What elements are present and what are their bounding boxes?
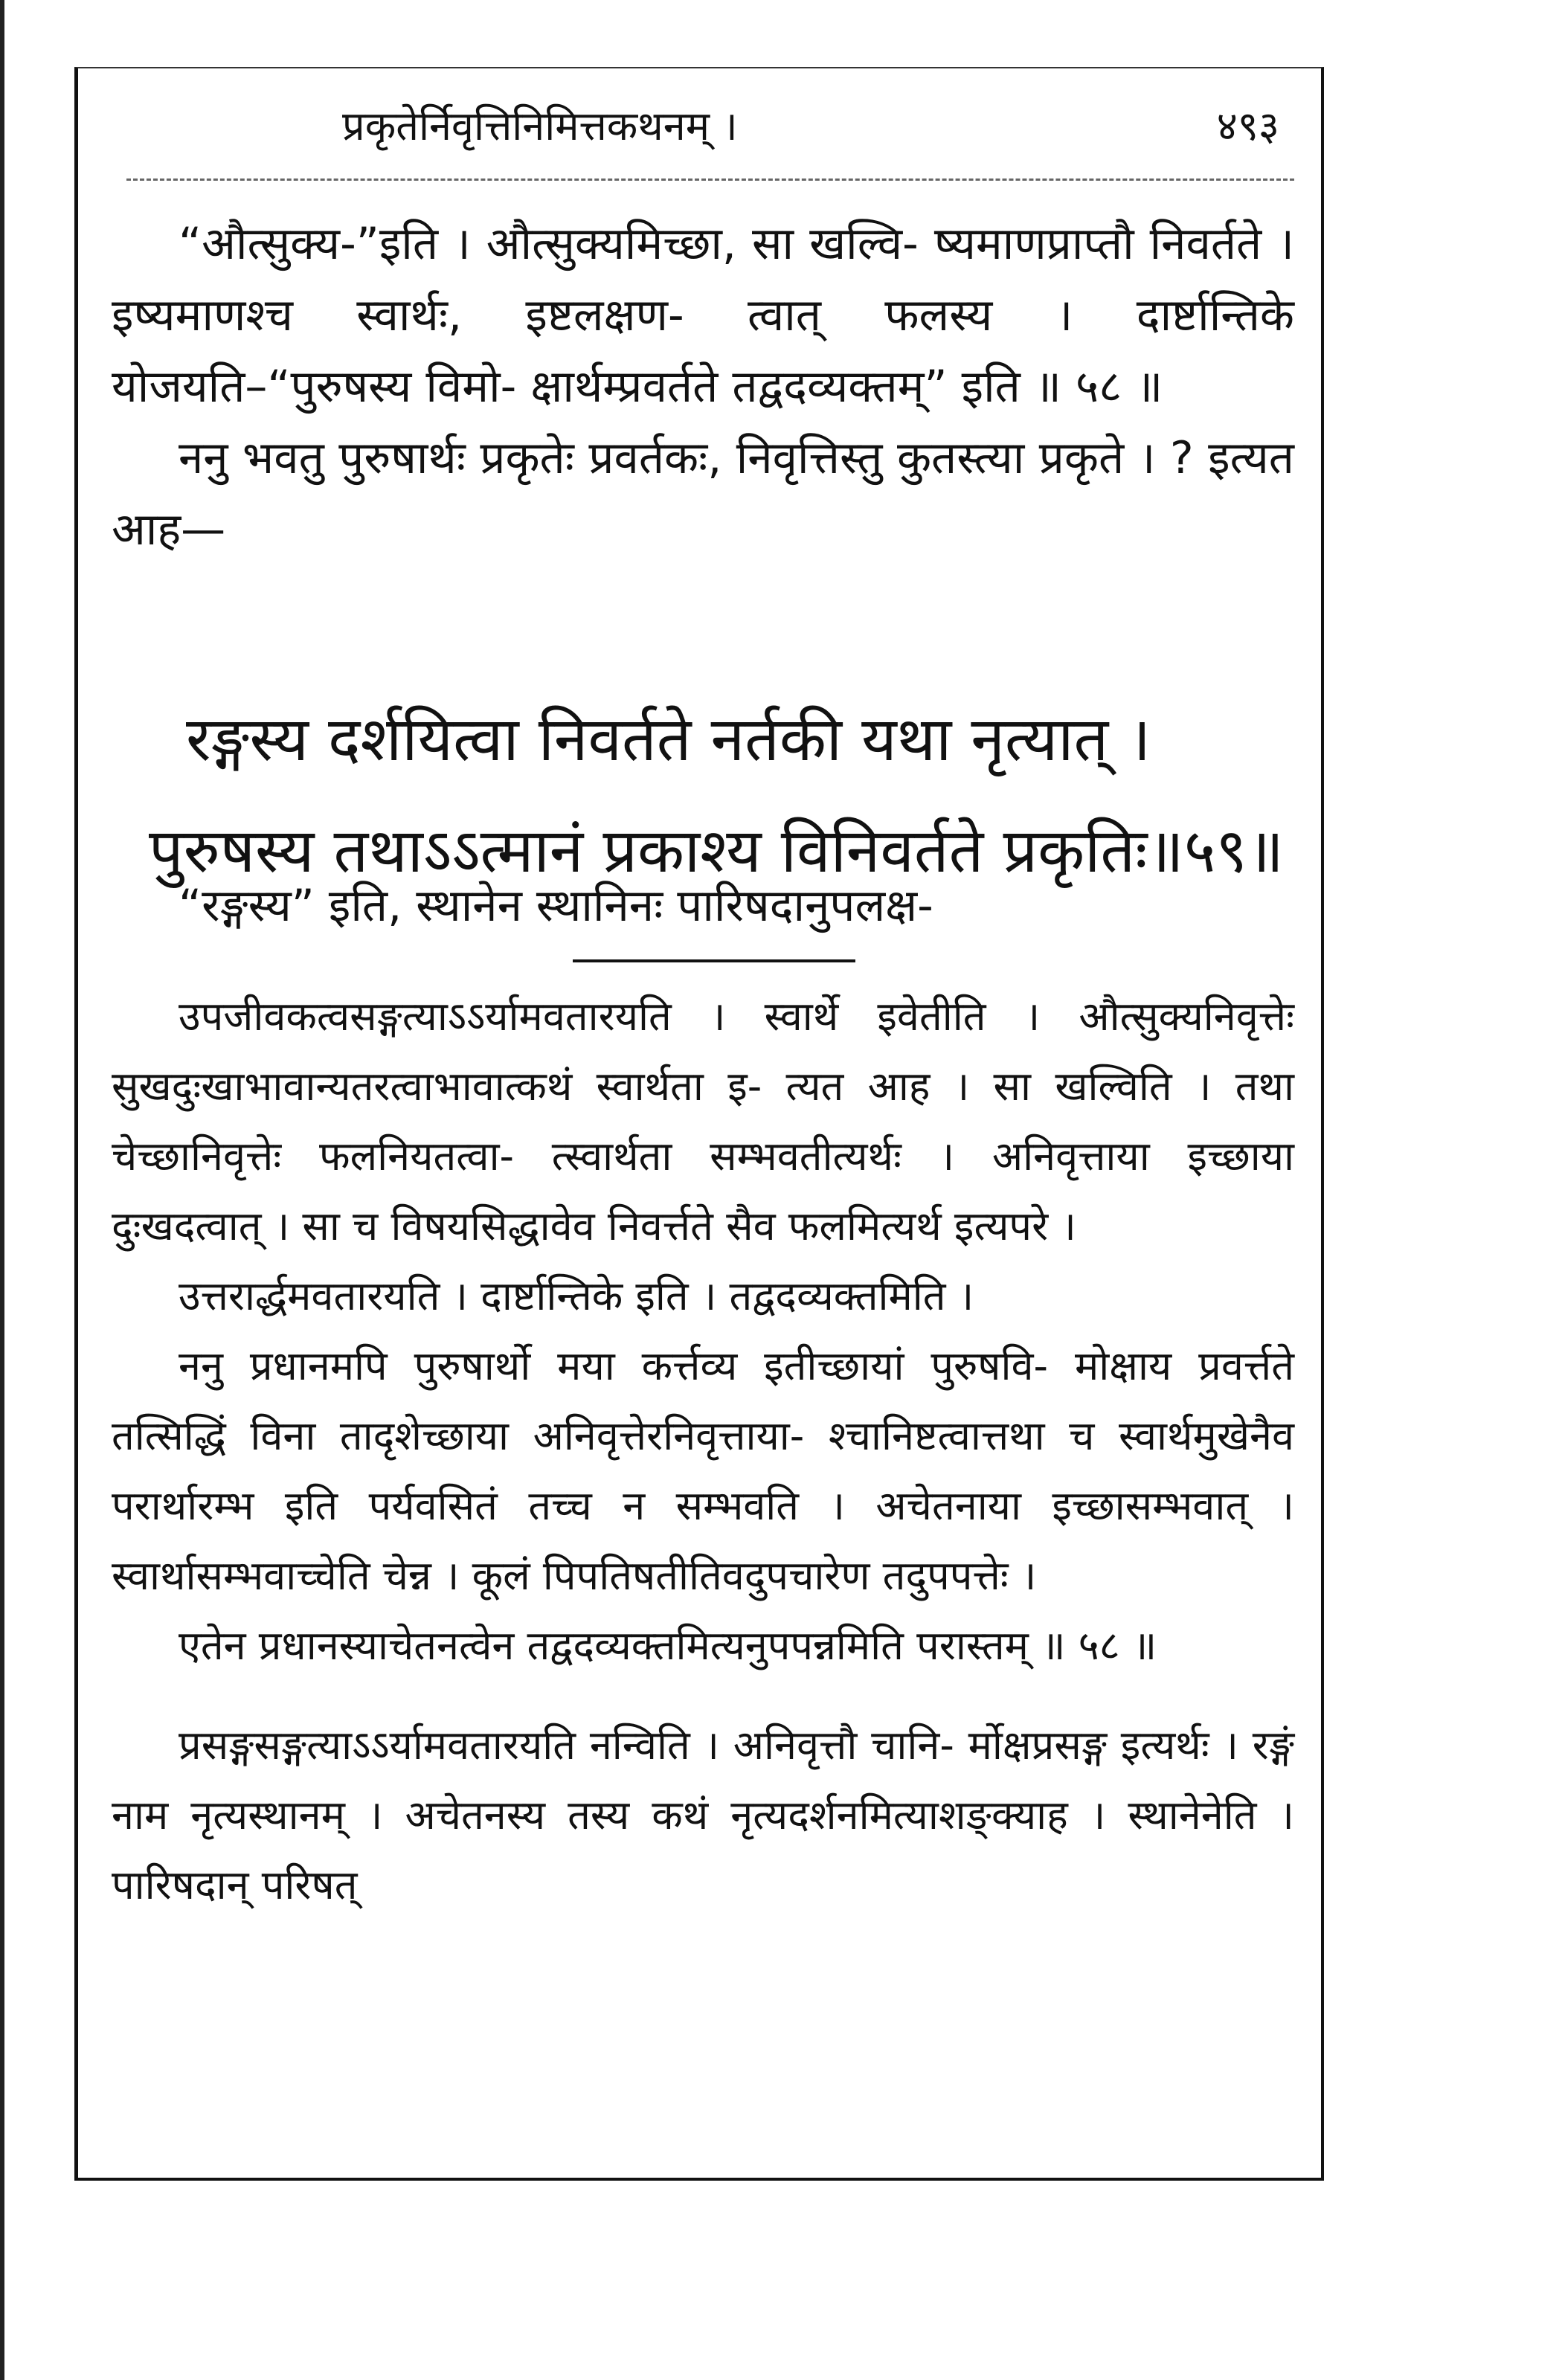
text-line: ष्यमाणप्राप्तौ निवर्तते । इष्यमाणश्च स्वार्थः, इष्टलक्षण- — [112, 218, 1295, 341]
page-header — [141, 97, 1294, 156]
text-line: परास्तम् ॥ ५८ ॥ — [916, 1622, 1157, 1669]
text-line: त्स्वार्थता सम्भवतीत्यर्थः । अनिवृत्ताया इच्छाया दुःखदत्वात् । — [112, 1133, 1294, 1250]
footnote-commentary — [112, 982, 1294, 1920]
text-line: सा च विषयसिद्धावेव निवर्त्तते सैव फलमित्यर्थ इत्यपरे । — [302, 1203, 1076, 1250]
text-line: ननु भवतु पुरुषार्थः प्रकृतेः प्रवर्तकः, निवृत्तिस्तु — [179, 432, 883, 484]
footnote-rule — [573, 959, 855, 962]
footnote-para-5 — [112, 1711, 1294, 1920]
text-line: औत्सुक्यनिवृत्तेः सुखदुःखाभावान्यतरत्वाभावात्कथं स्वार्थता इ- — [112, 993, 1294, 1110]
text-line: चेन्न । कूलं पिपतिषतीतिवदुपचारेण तदुपपत्तेः । — [382, 1552, 1037, 1599]
commentary-para-1 — [112, 208, 1294, 422]
page-number: ४९३ — [1216, 103, 1279, 149]
footnote-para-3 — [112, 1331, 1294, 1611]
text-line: एतेन प्रधानस्याचेतनत्वेन तद्वदव्यक्तमित्यनुपपन्नमिति — [179, 1622, 904, 1669]
text-line: त्वात् फलस्य । दार्ष्टान्तिके योजयति–“पुरुषस्य विमो- — [112, 289, 1294, 413]
text-line: न सम्भवति । अचेतनाया इच्छासम्भवात् । स्वार्थासम्भवाच्चेति — [112, 1482, 1294, 1599]
running-title: प्रकृतेर्निवृत्तिनिमित्तकथनम् । — [342, 103, 738, 149]
text-line: श्चानिष्टत्वात्तथा च स्वार्थमुखेनैव परार्थारम्भ इति पर्यवसितं तच्च — [112, 1412, 1294, 1529]
text-line: ननु प्रधानमपि पुरुषार्थो मया कर्त्तव्य इतीच्छायां पुरुषवि- — [179, 1342, 1049, 1389]
bottom-rule — [74, 2178, 1324, 2181]
text-line: र्मोक्षप्रसङ्ग इत्यर्थः । रङ्गं नाम नृत्यस्थानम् । अचेतनस्य तस्य कथं — [112, 1722, 1295, 1839]
text-line: उपजीवकत्वसङ्गत्याऽऽर्यामवतारयति । स्वार्थे इवेतीति । — [179, 993, 1041, 1040]
commentary-top — [112, 208, 1294, 565]
text-line: उत्तरार्द्धमवतारयति । दार्ष्टान्तिके इति । तद्वदव्यक्तमिति । — [179, 1273, 974, 1319]
footnote-para-4 — [112, 1611, 1294, 1681]
scan-left-edge — [0, 0, 4, 2380]
commentary-after-karika: “रङ्गस्य” इति, स्थानेन स्थानिनः पारिषदानुपलक्ष- — [179, 880, 933, 932]
header-divider — [126, 178, 1294, 181]
paragraph-gap — [112, 1681, 1294, 1711]
text-line: नृत्यदर्शनमित्याशङ्क्याह । स्थानेनेति । पारिषदान् परिषत् — [112, 1792, 1294, 1908]
text-line: कुतस्त्या प्रकृते । ? इत्यत आह— — [112, 432, 1295, 556]
commentary-para-2 — [112, 422, 1294, 565]
karika-line-1: रङ्गस्य दर्शयित्वा निवर्तते नर्तकी यथा नृत्यात् । — [186, 704, 1151, 775]
text-line: “औत्सुक्य-”इति । औत्सुक्यमिच्छा, सा खल्वि- — [179, 218, 919, 270]
karika-line-2: पुरुषस्य तथाऽऽत्मानं प्रकाश्य विनिवर्तते प्रकृतिः॥५९॥ — [149, 816, 1285, 887]
text-line: त्यत आह । सा खल्विति । तथा चेच्छानिवृत्तेः फलनियतत्वा- — [112, 1063, 1294, 1180]
text-line: क्षार्थम्प्रवर्तते तद्वदव्यक्तम्” इति ॥ ५८ ॥ — [530, 361, 1163, 413]
text-line: मोक्षाय प्रवर्त्तते तत्सिद्धिं विना तादृशेच्छाया अनिवृत्तेरनिवृत्ताया- — [112, 1342, 1295, 1459]
text-line: प्रसङ्गसङ्गत्याऽऽर्यामवतारयति नन्विति । अनिवृत्तौ चानि- — [179, 1722, 954, 1769]
footnote-para-1 — [112, 982, 1294, 1261]
footnote-para-2 — [112, 1261, 1294, 1331]
